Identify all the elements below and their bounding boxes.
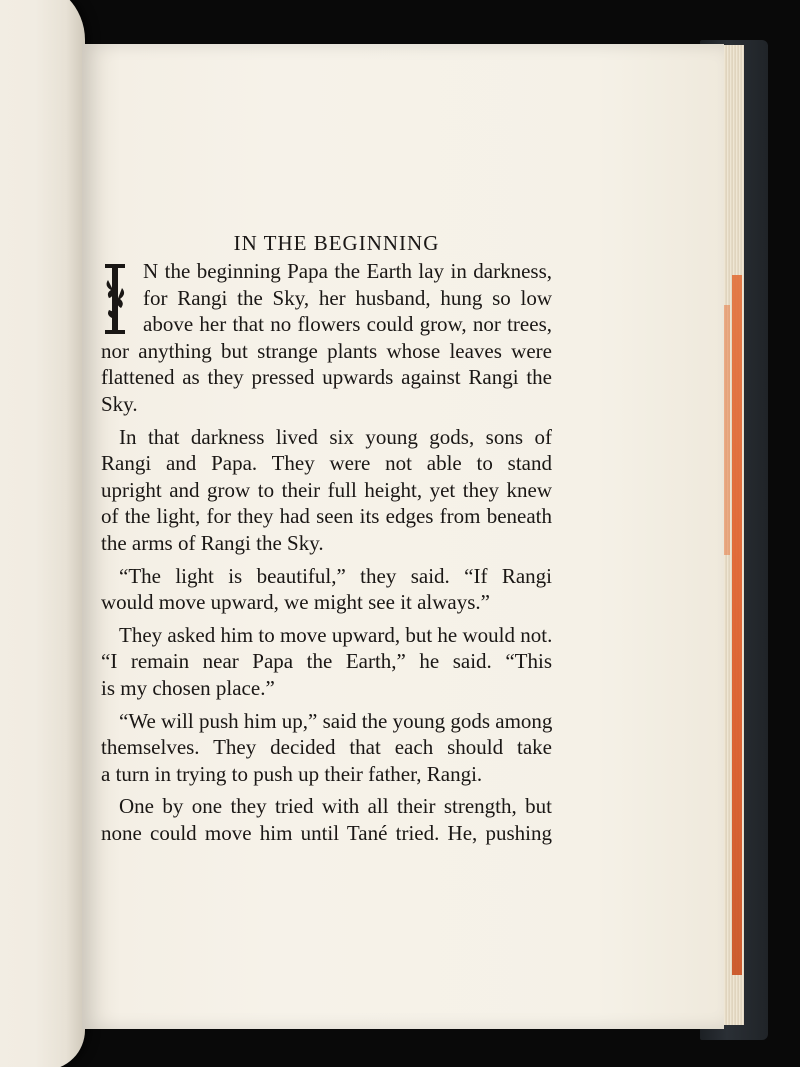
text-line: N the beginning Papa the Earth lay in darkness, xyxy=(143,259,552,283)
text-line: Sky. xyxy=(101,391,138,416)
paragraph-5 xyxy=(101,708,552,788)
orange-edge-stain-light xyxy=(724,305,730,555)
text-line: Rangi and Papa. They were not able to stand xyxy=(101,451,552,476)
orange-edge-stain xyxy=(732,275,742,975)
dropcap-letter: I xyxy=(101,262,102,263)
text-line: of the light, for they had seen its edges from beneath xyxy=(101,504,552,529)
dropcap-ornament xyxy=(101,262,131,336)
text-line: a turn in trying to push up their father, Rangi. xyxy=(101,761,483,786)
text-line: is my chosen place.” xyxy=(101,675,275,700)
text-line: would move upward, we might see it always.” xyxy=(101,590,490,615)
text-line: for Rangi the Sky, her husband, hung so low xyxy=(143,285,552,310)
text-line: “We will push him up,” said the young gods among xyxy=(119,708,553,733)
left-facing-page xyxy=(0,0,85,1067)
text-line: themselves. They decided that each should take xyxy=(101,735,552,760)
text-line: above her that no flowers could grow, nor trees, xyxy=(143,312,552,337)
text-line: In that darkness lived six young gods, sons of xyxy=(119,424,552,449)
paragraph-1 xyxy=(101,258,552,418)
paragraph-3 xyxy=(101,563,552,616)
paragraph-2 xyxy=(101,424,552,557)
body-text xyxy=(101,258,552,846)
book-page xyxy=(82,44,724,1029)
text-line: “The light is beautiful,” they said. “If Rangi xyxy=(119,563,552,588)
text-line: flattened as they pressed upwards against Rangi the xyxy=(101,365,552,390)
text-line: They asked him to move upward, but he would not. xyxy=(119,622,553,647)
text-line: upright and grow to their full height, yet they knew xyxy=(101,477,552,502)
text-line: nor anything but strange plants whose leaves were xyxy=(101,338,552,363)
text-line: none could move him until Tané tried. He, pushing xyxy=(101,820,552,845)
text-line: One by one they tried with all their strength, but xyxy=(119,794,552,819)
paragraph-6 xyxy=(101,793,552,846)
chapter-title: IN THE BEGINNING xyxy=(233,231,440,255)
text-line: the arms of Rangi the Sky. xyxy=(101,530,324,555)
text-line: “I remain near Papa the Earth,” he said. “This xyxy=(101,649,552,674)
paragraph-4 xyxy=(101,622,552,702)
